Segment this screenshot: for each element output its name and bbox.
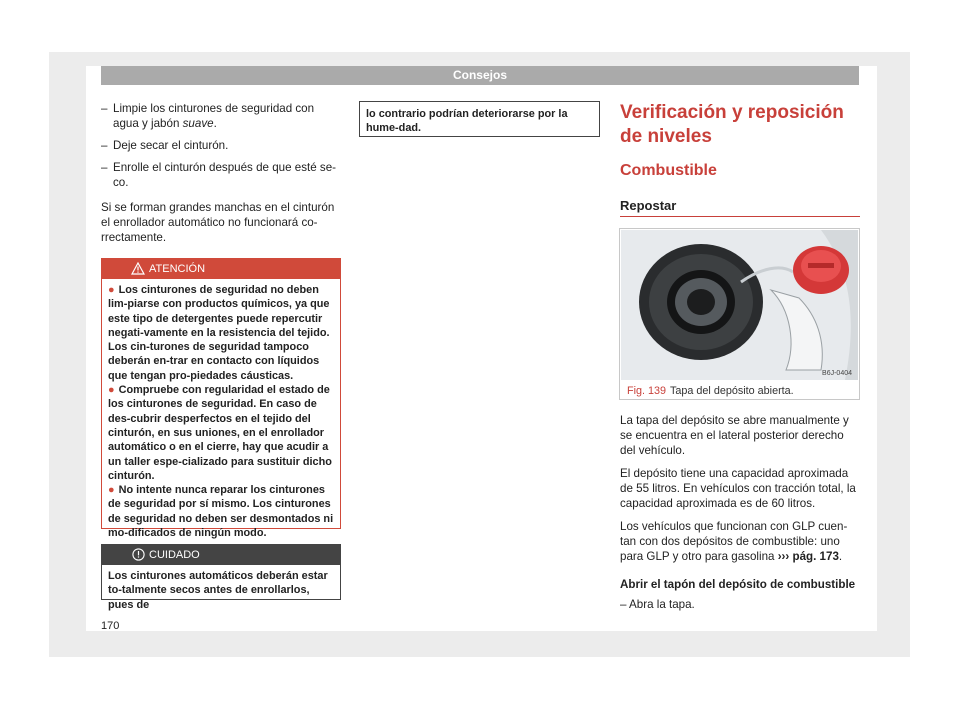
warning-box [101,258,341,540]
warning-bullet-text: Los cinturones de seguridad no deben lim-piarse con productos químicos, ya que este tipo de detergentes puede repercutir negati-vamente en la resistencia del tejido. Los cin-turones de seguridad tampoco deberán en-trar en contacto con líquidos que tengan pro-piedades cáusticas. [108,284,330,382]
caution-box [101,544,341,611]
warning-body [108,283,336,540]
paragraph: La tapa del depósito se abre manualmente y se encuentra en el lateral posterior derecho del vehículo. [620,414,849,458]
page-reference-link[interactable]: ››› pág. 173 [777,550,839,564]
warning-bullet [108,483,336,540]
warning-header [102,259,340,279]
bullet-icon: ● [108,484,115,497]
topic-heading: Repostar [620,198,677,213]
bullet-icon: ● [108,284,115,296]
caution-continued-box [359,101,600,137]
figure-code: B6J-0404 [822,370,852,377]
step-item: – Abra la tapa. [620,598,695,611]
list-item-text: Deje secar el cinturón. [113,139,229,152]
subsection-heading: Combustible [620,162,717,179]
fuel-cap-illustration [621,230,858,380]
fuel-cap-drawing [621,230,858,380]
figure-label: Fig. 139 [627,385,667,397]
caution-title: CUIDADO [149,549,200,561]
paragraph: Si se forman grandes manchas en el cinturón el enrollador automático no funcionará co-rrectamente. [101,201,335,245]
heading-rule [620,216,860,217]
list-item [101,138,341,153]
list-item [101,160,341,190]
paragraph: El depósito tiene una capacidad aproximada de 55 litros. En vehículos con tracción total, la capacidad aproximada es de 60 litros. [620,467,856,511]
caution-body: Los cinturones automáticos deberán estar to-talmente secos antes de enrollarlos, pues de [108,570,328,611]
warning-bullet [108,283,336,383]
figure-caption [627,385,794,397]
warning-title: ATENCIÓN [149,263,206,275]
dash: – [101,139,108,152]
page-number: 170 [101,620,120,632]
glp-text-end: . [838,550,843,564]
list-item [101,101,341,131]
list-item-text: Limpie los cinturones de seguridad con agua y jabón [113,102,315,131]
section-heading: Verificación y reposición de niveles [620,102,844,147]
paragraph [620,519,860,565]
info-circle-icon [132,548,145,561]
warning-bullet [108,383,336,483]
warning-bullet-text: No intente nunca reparar los cinturones de seguridad por sí mismo. Los cinturones de seguridad no deben ser desmontados ni mo-dificados de ningún modo. [108,484,334,540]
figure [619,228,860,400]
caution-continued-text: lo contrario podrían deteriorarse por la hume-dad. [366,108,568,135]
dash: – [101,102,108,115]
warning-bullet-text: Compruebe con regularidad el estado de los cinturones de seguridad. En caso de des-cubrir desperfectos en el tejido del cinturón, en sus uniones, en el enrollador automático o en el cierre, hay que acudir a un taller espe-cializado para sustituir dicho cinturón. [108,384,332,482]
bullet-icon: ● [108,384,115,397]
dash: – [101,161,108,174]
list-item-text: Enrolle el cinturón después de que esté se-co. [113,161,336,190]
figure-caption-text: Tapa del depósito abierta. [670,385,794,397]
list-item-end: . [213,117,217,131]
list-item-emphasis: suave [182,117,214,131]
warning-triangle-icon [131,262,145,275]
header-bar: Consejos [101,66,859,85]
caution-header [102,545,340,565]
step-heading: Abrir el tapón del depósito de combustible [620,578,856,591]
glp-text: Los vehículos que funcionan con GLP cuen-tan con dos depósitos de combustible: uno para GLP y otro para gasolina [620,520,848,564]
